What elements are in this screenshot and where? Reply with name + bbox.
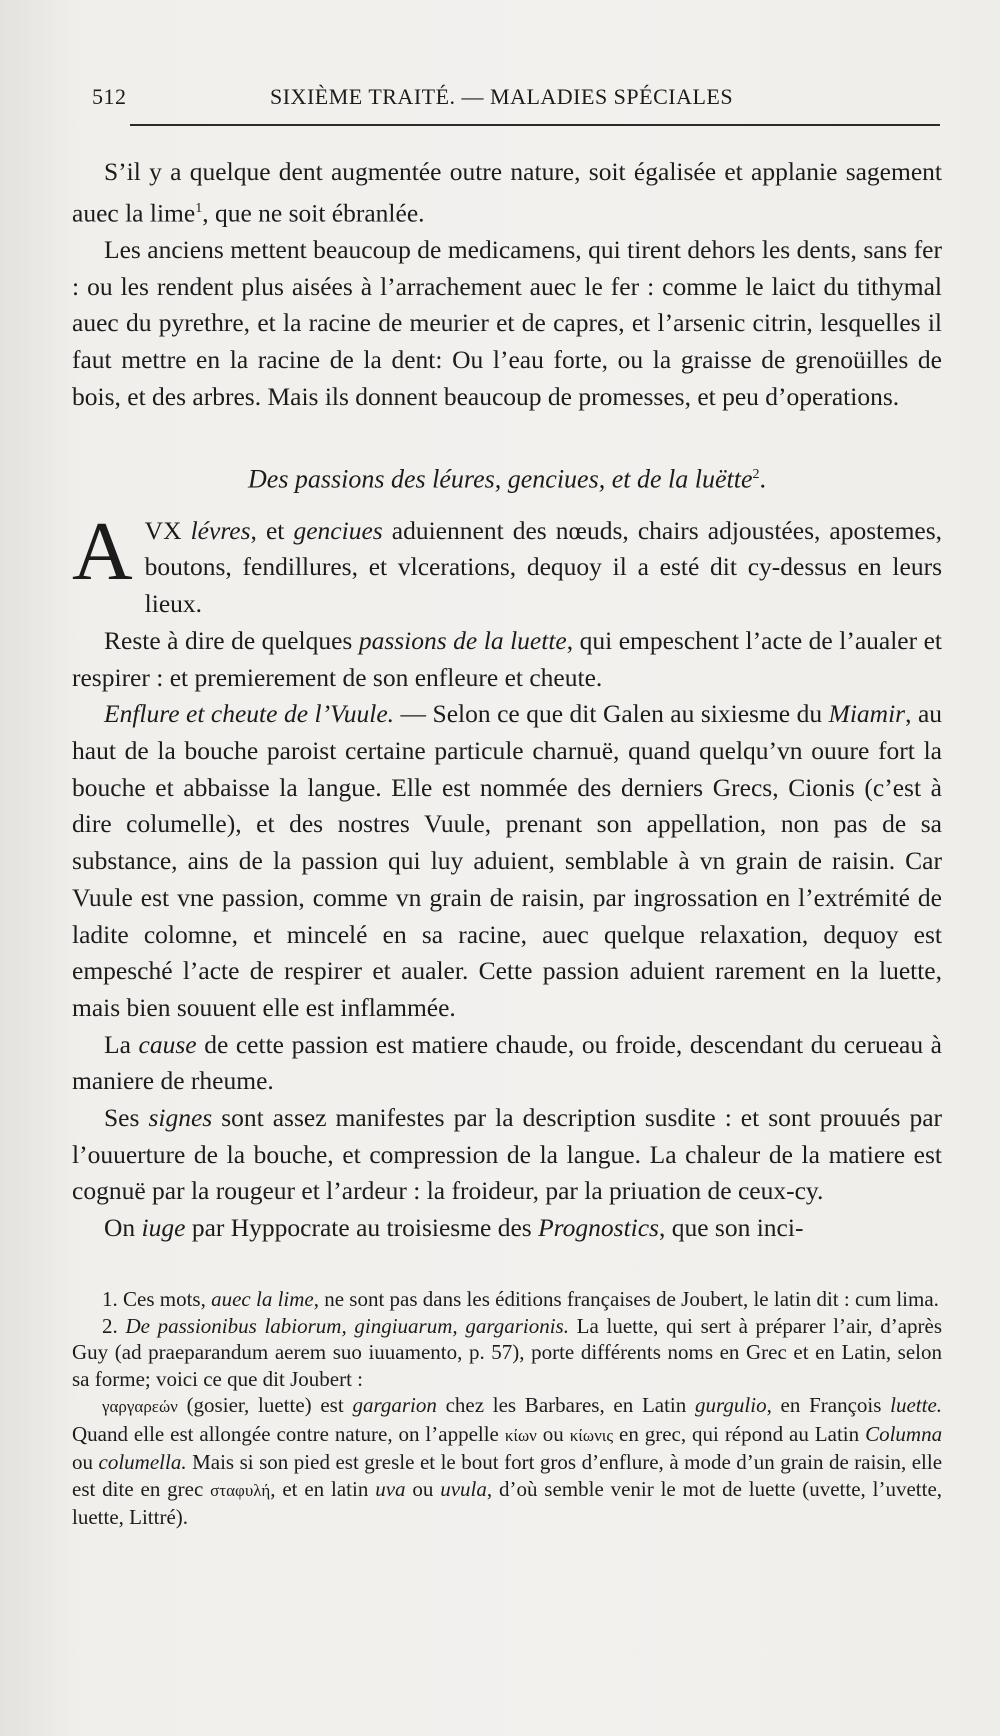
greek-word: κίωνις: [569, 1425, 614, 1445]
section-heading: [72, 457, 942, 498]
footnote-2-continued: [72, 1392, 942, 1531]
paragraph-luette: [72, 623, 942, 696]
footnote-1: [72, 1286, 942, 1313]
italic-subheading: Enflure et cheute de l’Vuule.: [104, 699, 395, 729]
text-run: en grec, qui répond au Latin: [619, 1421, 860, 1446]
footnote-2: [72, 1313, 942, 1393]
text-run: aduiennent des nœuds, chairs adjoustées, apostemes, boutons, fendillures, et vlcerations, dequoy il a esté dit cy-dessus en leurs lieux.: [144, 515, 943, 619]
text-run: Mais si son pied est gresle et le bout fort gros d’enflure, à mode d’un grain de raisin, elle est dite en grec: [72, 1450, 943, 1501]
paragraph-iuge: [72, 1210, 942, 1247]
greek-word: σταφυλή: [210, 1480, 271, 1500]
page-number: 512: [92, 84, 127, 109]
italic-run: De passionibus labiorum, gingiuarum, gargarionis.: [125, 1313, 569, 1338]
footnotes: [72, 1286, 942, 1531]
italic-run: gargarion: [352, 1393, 437, 1417]
text-run: — Selon ce que dit Galen au sixiesme du: [400, 699, 823, 729]
drop-cap: A: [72, 504, 133, 598]
text-run: , d’où semble venir le mot de luette (uvette, l’uvette, luette, Littré).: [72, 1476, 943, 1529]
text-run: Ses: [104, 1103, 140, 1133]
italic-run: gurgulio: [695, 1393, 767, 1417]
text-run: S’il y a quelque dent augmentée outre nature, soit égalisée et applanie sagement auec la lime: [72, 157, 942, 228]
italic-run: uvula: [440, 1476, 487, 1501]
text-run: chez les Barbares, en Latin: [445, 1393, 687, 1417]
greek-word: κίων: [504, 1425, 537, 1445]
italic-run: Prognostics: [538, 1213, 659, 1243]
text-run: , au haut de la bouche paroist certaine particule charnuë, quand quelqu’vn ouure fort la bouche et abbaisse la langue. Elle est nommée des derniers Grecs, Cionis (c’est à dire columelle), et des nostres Vuule, prenant son appellation, non pas de sa substance, ains de la passion qui luy aduient, semblable à vn grain de raisin. Car Vuule est vne passion, comme vn grain de raisin, par ingrossation en l’extrémité de ladite colomne, et mincelé en sa racine, auec quelque relaxation, dequoy est empesché l’acte de respirer et aualer. Cette passion aduient rarement en la luette, mais bien souuent elle est inflammée.: [72, 699, 943, 1022]
text-run: Quand elle est allongée contre nature, on l’appelle: [72, 1421, 499, 1446]
text-run: On: [104, 1213, 136, 1243]
italic-run: Miamir: [828, 699, 906, 729]
text-run: ou: [72, 1450, 93, 1474]
text-run: La: [104, 1029, 131, 1059]
text-run: (gosier, luette) est: [186, 1393, 344, 1417]
text-run: par Hyppocrate au troisiesme des: [191, 1213, 532, 1243]
italic-run: signes: [148, 1103, 213, 1133]
running-head: [92, 80, 940, 120]
italic-run: cause: [138, 1029, 197, 1059]
italic-run: iuge: [141, 1213, 186, 1243]
text-run: 1. Ces mots,: [102, 1287, 206, 1311]
paragraph-levres: [72, 504, 943, 623]
text-run: , en François: [766, 1393, 882, 1417]
italic-run: luette.: [890, 1393, 943, 1417]
paragraph-signes: [72, 1100, 942, 1210]
paragraph-medicamens: Les anciens mettent beaucoup de medicamens, qui tirent dehors les dents, sans fer : ou les rendent plus aisées à l’arrachement auec le fer : comme le laict du tithymal auec du pyrethre, et la racine de meurier et de capres, et l’arsenic citrin, lesquelles il faut mettre en la racine de la dent: Ou l’eau forte, ou la graisse de grenoüilles de bois, et des arbres. Mais ils donnent beaucoup de promesses, et peu d’operations.: [72, 234, 942, 411]
text-run: , que son inci-: [658, 1213, 804, 1243]
footnote-ref-1: 1: [195, 200, 203, 216]
text-run: sont assez manifestes par la description susdite : et sont prouués par l’ouuerture de la bouche, et compression de la langue. La chaleur de la matiere est cognuë par la rougeur et l’ardeur : la froideur, par la priuation de ceux-cy.: [72, 1103, 943, 1206]
italic-run: lévres: [190, 515, 251, 545]
text-run: ou: [412, 1476, 434, 1501]
text-run: , et: [250, 515, 285, 545]
paragraph-cause: [72, 1027, 942, 1100]
main-text: [72, 154, 942, 1247]
text-run: VX: [144, 515, 182, 545]
text-run: Reste à dire de quelques: [104, 625, 353, 655]
paragraph-file: [72, 154, 942, 232]
greek-word: γαργαρεών: [102, 1397, 178, 1416]
italic-run: Columna: [865, 1421, 943, 1446]
heading-end: .: [759, 465, 766, 495]
header-rule: [130, 124, 940, 126]
italic-run: uva: [375, 1476, 406, 1501]
text-run: , et en latin: [270, 1476, 369, 1501]
text-run: , ne sont pas dans les éditions françaises de Joubert, le latin dit : cum lima.: [313, 1287, 939, 1311]
italic-run: auec la lime: [211, 1287, 314, 1311]
italic-run: columella.: [98, 1450, 187, 1474]
text-run: , que ne soit ébranlée.: [202, 198, 425, 228]
text-run: La luette, qui sert à préparer l’air, d’après Guy (ad praeparandum aerem suo iuuamento, p. 57), porte différents noms en Grec et en Latin, selon sa forme; voici ce que dit Joubert :: [72, 1313, 943, 1391]
text-run: , qui empeschent l’acte de l’aualer et respirer : et premierement de son enfleure et cheute.: [72, 625, 942, 692]
text-run: ou: [542, 1421, 564, 1446]
running-title: SIXIÈME TRAITÉ. — MALADIES SPÉCIALES: [270, 84, 734, 109]
italic-run: passions de la luette: [358, 625, 567, 655]
footnote-ref-2: 2: [752, 467, 760, 483]
paragraph-vuule: [72, 696, 942, 1026]
text-run: de cette passion est matiere chaude, ou froide, descendant du cerueau à maniere de rheume.: [72, 1029, 942, 1096]
text-run: 2.: [102, 1313, 118, 1338]
heading-text: Des passions des léures, genciues, et de la luëtte: [248, 465, 753, 495]
italic-run: genciues: [293, 515, 383, 545]
